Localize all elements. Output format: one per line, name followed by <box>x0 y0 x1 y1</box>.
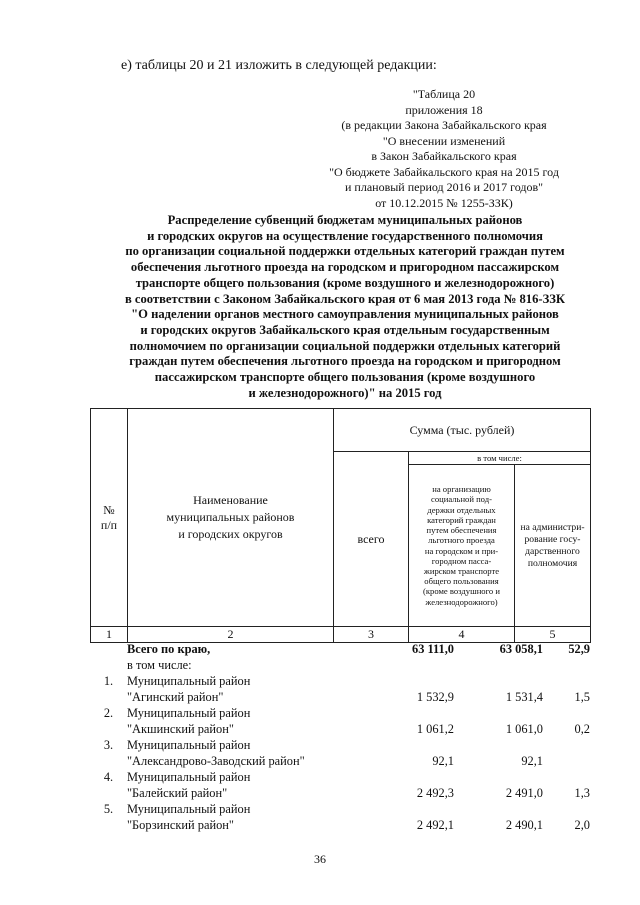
value-total: 1 532,9 <box>416 690 454 704</box>
appendix-line: в Закон Забайкальского края <box>371 149 517 163</box>
value-total: 92,1 <box>432 754 454 768</box>
appendix-line: "О внесении изменений <box>382 133 506 148</box>
title-line: обеспечения льготного проезда на городском и пригородном пассажирском <box>130 260 560 275</box>
title-line: транспорте общего пользования (кроме воздушного и железнодорожного) <box>135 275 555 290</box>
row-number: 1. <box>103 674 114 688</box>
value-admin <box>543 753 590 769</box>
col-social-header: на организацию социальной под- держки отдельных категорий граждан путем обеспечения льготного проезда на городском и при- городном пасса- жирском транспорте общего пользования (кроме воздушного и железнодорожного) <box>409 465 515 627</box>
table-row <box>90 673 590 689</box>
sum-header: Сумма (тыс. рублей) <box>334 409 591 452</box>
value-social: 1 531,4 <box>505 690 543 704</box>
table-row <box>90 801 590 817</box>
intro-text: е) таблицы 20 и 21 изложить в следующей редакции: <box>121 58 437 73</box>
value-social: 1 061,0 <box>505 722 543 736</box>
including-header: в том числе: <box>409 452 591 465</box>
table-row-values <box>90 817 590 833</box>
table-row-values <box>90 721 590 737</box>
appendix-line: (в редакции Закона Забайкальского края <box>341 118 547 132</box>
value-total: 2 492,3 <box>416 786 454 800</box>
district-name: "Балейский район" <box>127 786 228 800</box>
col-name-header: Наименование муниципальных районов и городских округов <box>128 409 334 627</box>
table-row <box>90 705 590 721</box>
total-row <box>90 641 590 657</box>
value-social: 92,1 <box>521 754 543 768</box>
title-line: Распределение субвенций бюджетам муниципальных районов <box>167 213 523 227</box>
title-line: в соответствии с Законом Забайкальского края от 6 мая 2013 года № 816-ЗЗК <box>124 291 566 306</box>
table-row <box>90 769 590 785</box>
row-number <box>90 641 127 657</box>
col-number-5: 5 <box>515 627 591 643</box>
title-line: и городских округов на осуществление государственного полномочия <box>147 228 543 243</box>
district-type: Муниципальный район <box>127 738 251 752</box>
col-admin-header: на администри- рование госу- дарственного полномочия <box>515 465 591 627</box>
total-label: Всего по краю, <box>127 642 211 656</box>
district-type: Муниципальный район <box>127 706 251 720</box>
col-number-1: 1 <box>91 627 128 643</box>
value-admin: 0,2 <box>574 722 590 736</box>
row-number: 2. <box>103 706 114 720</box>
row-number: 3. <box>103 738 114 752</box>
district-type: Муниципальный район <box>127 770 251 784</box>
total-admin: 52,9 <box>568 642 590 656</box>
appendix-line: от 10.12.2015 № 1255-ЗЗК) <box>375 195 513 210</box>
district-name: "Агинский район" <box>127 690 224 704</box>
title-line: полномочием по организации социальной поддержки отдельных категорий <box>129 338 561 353</box>
appendix-line: "О бюджете Забайкальского края на 2015 год <box>329 164 559 179</box>
district-type: Муниципальный район <box>127 674 251 688</box>
value-admin: 2,0 <box>574 818 590 832</box>
value-admin: 1,5 <box>574 690 590 704</box>
table-row <box>90 737 590 753</box>
appendix-line: "Таблица 20 <box>412 87 476 101</box>
title-line: граждан путем обеспечения льготного проезда на городском и пригородном <box>129 354 561 369</box>
district-type: Муниципальный район <box>127 802 251 816</box>
value-total: 1 061,2 <box>416 722 454 736</box>
document-title <box>90 213 600 401</box>
title-line: и железнодорожного)" на 2015 год <box>248 385 442 400</box>
district-name: "Борзинский район" <box>127 818 234 832</box>
row-number: 5. <box>103 802 114 816</box>
table-row-values <box>90 753 590 769</box>
title-line: пассажирском транспорте общего пользования (кроме воздушного <box>154 370 536 385</box>
appendix-line: и плановый период 2016 и 2017 годов" <box>344 180 544 194</box>
district-name: "Акшинский район" <box>127 722 234 736</box>
appendix-reference <box>300 87 588 211</box>
table-body <box>90 641 590 833</box>
total-value: 63 111,0 <box>412 642 454 656</box>
row-number: 4. <box>103 770 114 784</box>
table-row-values <box>90 689 590 705</box>
col-number-3: 3 <box>334 627 409 643</box>
col-number-2: 2 <box>128 627 334 643</box>
col-number-4: 4 <box>409 627 515 643</box>
value-social: 2 491,0 <box>505 786 543 800</box>
col-num-header: № п/п <box>91 409 128 627</box>
title-line: и городских округов Забайкальского края отдельным государственным <box>140 322 550 337</box>
district-name: "Александрово-Заводский район" <box>127 754 305 768</box>
value-social: 2 490,1 <box>505 818 543 832</box>
value-total: 2 492,1 <box>416 818 454 832</box>
title-line: "О наделении органов местного самоуправления муниципальных районов <box>131 307 559 322</box>
including-label: в том числе: <box>127 658 192 672</box>
value-admin: 1,3 <box>574 786 590 800</box>
appendix-line: приложения 18 <box>405 102 483 117</box>
total-social: 63 058,1 <box>499 642 543 656</box>
table-row-values <box>90 785 590 801</box>
col-total-header: всего <box>334 452 409 627</box>
table-header <box>90 408 591 643</box>
page-number: 36 <box>314 852 326 866</box>
title-line: по организации социальной поддержки отдельных категорий граждан путем <box>125 244 565 259</box>
including-row <box>90 657 590 673</box>
